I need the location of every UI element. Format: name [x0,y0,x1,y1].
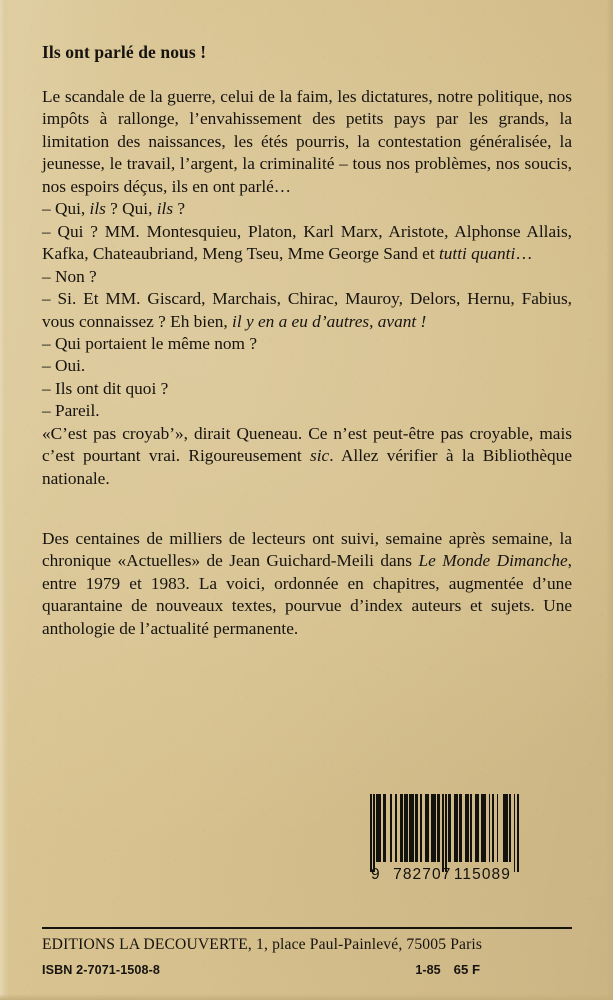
barcode-bar [400,794,403,862]
page-right-edge [606,0,613,1000]
barcode-bar [454,794,457,862]
barcode-bar [390,794,392,862]
barcode-bar [415,794,418,862]
barcode-bar [445,794,447,872]
barcode-bar [514,794,516,872]
footer-meta-row [42,962,572,977]
barcode-lead-digit: 9 [371,866,381,883]
barcode-bar [489,794,491,862]
barcode-bar [481,794,486,862]
page-left-edge [0,0,9,1000]
barcode-bar [492,794,494,862]
barcode-bars [370,794,519,862]
barcode-right-group: 115089 [453,866,511,883]
barcode-bar [465,794,468,862]
dialogue-line-3: – Non ? [42,266,97,286]
barcode-bar [437,794,440,862]
date-code: 1-85 [415,963,441,977]
dialogue-line-4: – Si. Et MM. Giscard, Marchais, Chirac, Mauroy, Delors, Hernu, Fabius, vous connaissez ? Eh bien, il y en a eu d’autres, avant ! [42,289,572,331]
price-text: 65 F [453,962,480,977]
dialogue-line-5: – Qui portaient le même nom ? [42,333,257,353]
barcode-bar [383,794,386,862]
blurb-final-paragraph: Des centaines de milliers de lecteurs ont suivi, semaine après semaine, la chronique «Actuelles» de Jean Guichard-Meili dans Le Monde Dimanche, entre 1979 et 1983. La voici, ordonnée en chapitres, augmentée d’une quarantaine de nouveaux textes, pourvue d’index auteurs et sujets. Une anthologie de l’actualité permanente. [42,529,572,638]
barcode-bar [395,794,397,862]
barcode-bar [509,794,511,862]
blurb-intro-paragraph: Le scandale de la guerre, celui de la faim, les dictatures, notre politique, nos impôts à rallonge, l’envahissement des petits pays par les grands, la limitation des naissances, les étés pourris, la contestation généralisée, la jeunesse, le travail, l’argent, la criminalité – tous nos problèmes, nos soucis, nos espoirs déçus, ils en ont parlé… [42,87,572,196]
barcode-bar [442,794,444,872]
dialogue-line-2: – Qui ? MM. Montesquieu, Platon, Karl Marx, Aristote, Alphonse Allais, Kafka, Chateaubriand, Meng Tseu, Mme George Sand et tutti quanti… [42,221,572,264]
dialogue-line-8: – Pareil. [42,401,100,421]
barcode-bar [370,794,372,872]
barcode-bar [497,794,499,862]
barcode-bar [420,794,422,862]
barcode-bar [470,794,472,862]
barcode-bar [475,794,480,862]
barcode-digits [370,866,519,884]
barcode-bar [409,794,414,862]
barcode-bar [373,794,375,872]
blurb-main-text [42,86,572,490]
barcode-bar [517,794,519,872]
barcode-bar [376,794,381,862]
page-title: Ils ont parlé de nous ! [42,42,207,62]
barcode-bar [503,794,508,862]
price-group [415,962,480,977]
footer-divider [42,927,572,929]
barcode-bar [459,794,462,862]
barcode-bar [431,794,436,862]
barcode [370,794,519,886]
barcode-bar [425,794,430,862]
barcode-bar [404,794,407,862]
blurb-closing-paragraph: «C’est pas croyab’», dirait Queneau. Ce n’est peut-être pas croyable, mais c’est pourtant vrai. Rigoureusement sic. Allez vérifier à la Bibliothèque nationale. [42,423,572,488]
page-bottom-edge [0,994,613,1000]
dialogue-line-1: – Qui, ils ? Qui, ils ? [42,199,186,219]
dialogue-line-7: – Ils ont dit quoi ? [42,378,169,398]
publisher-imprint: EDITIONS LA DECOUVERTE, 1, place Paul-Painlevé, 75005 Paris [42,936,483,953]
isbn-text: ISBN 2-7071-1508-8 [42,963,161,977]
barcode-bar [448,794,451,862]
barcode-left-group: 782707 [393,866,452,883]
dialogue-line-6: – Oui. [42,356,86,376]
